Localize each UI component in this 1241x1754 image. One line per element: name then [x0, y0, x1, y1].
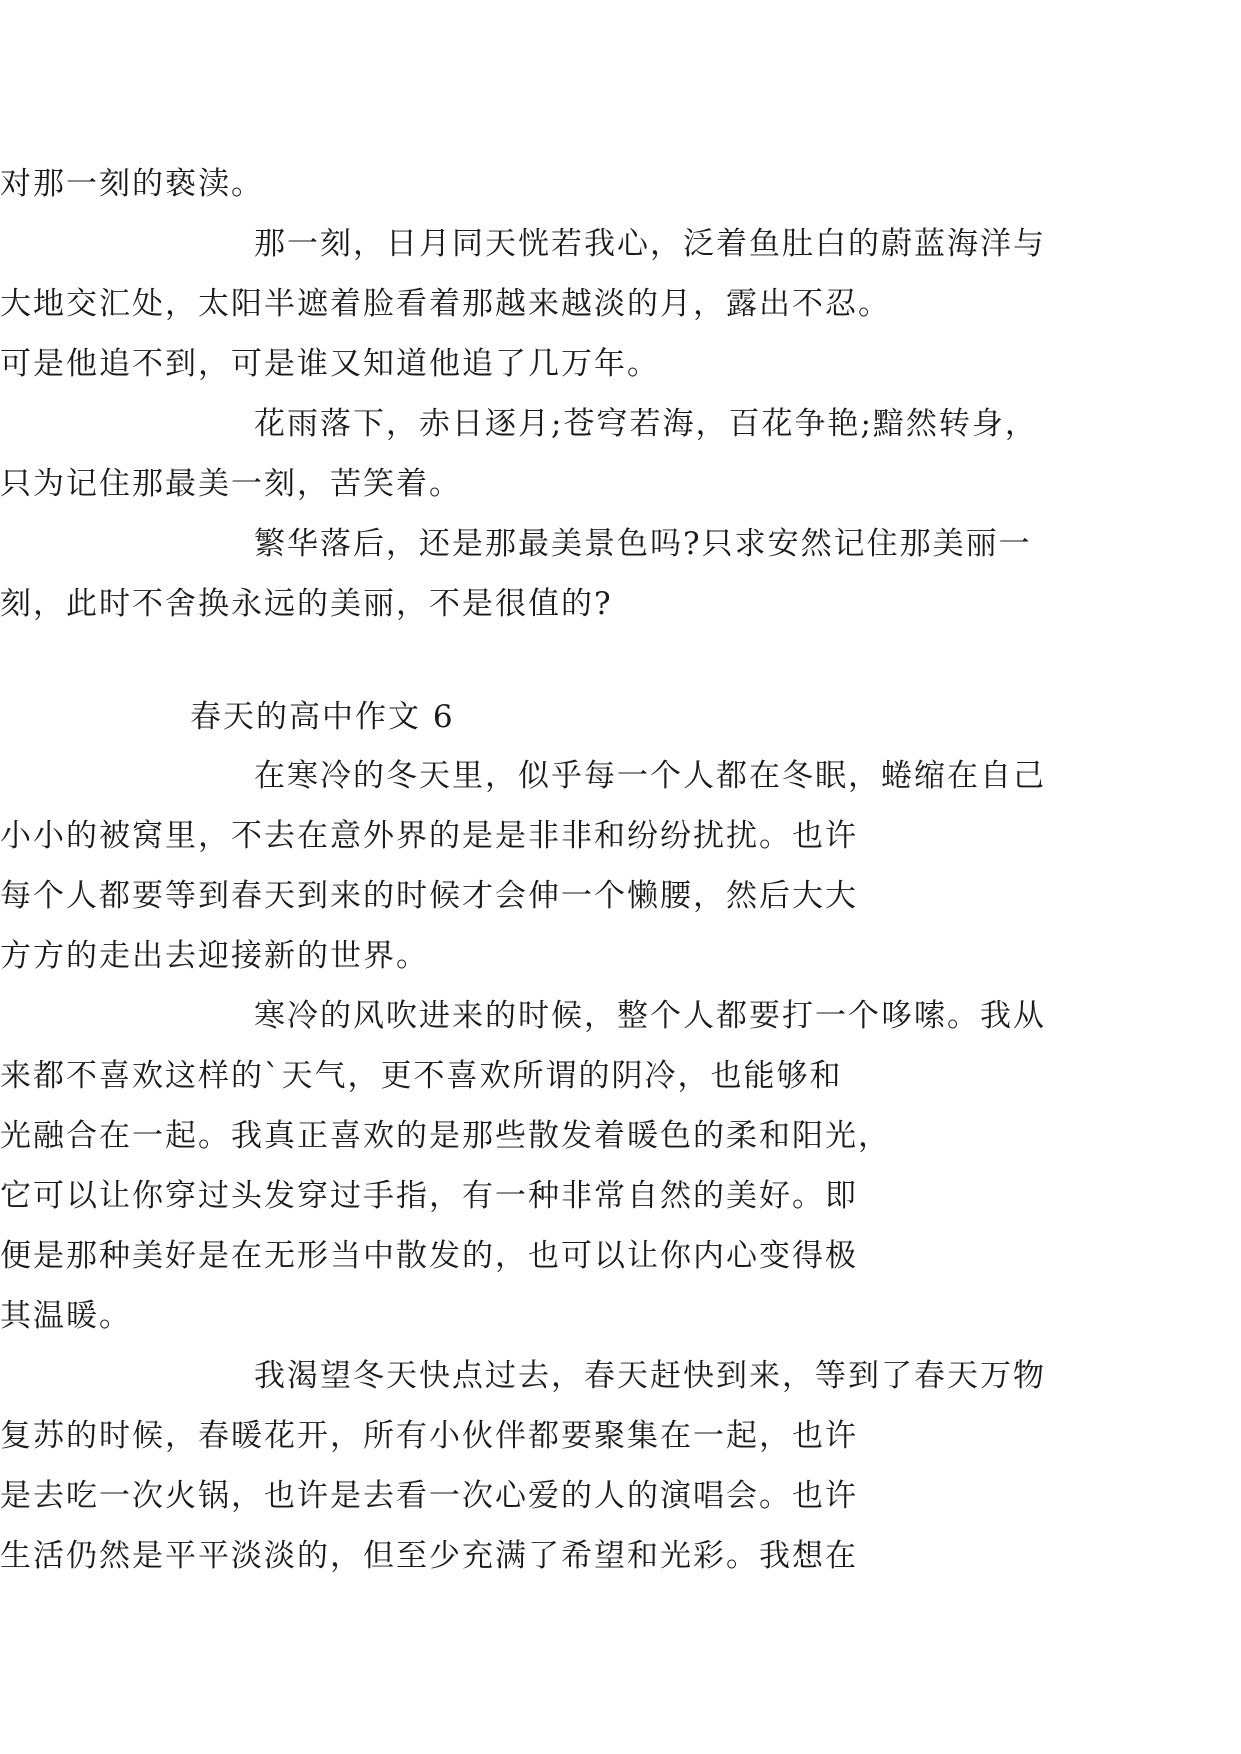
paragraph-line: 可是他追不到，可是谁又知道他追了几万年。	[0, 346, 660, 382]
paragraph-line: 只为记住那最美一刻，苦笑着。	[0, 466, 462, 502]
paragraph-line: 光融合在一起。我真正喜欢的是那些散发着暖色的柔和阳光，	[0, 1118, 891, 1154]
paragraph-line: 方方的走出去迎接新的世界。	[0, 938, 429, 974]
paragraph-line: 是去吃一次火锅，也许是去看一次心爱的人的演唱会。也许	[0, 1478, 858, 1514]
paragraph-line: 其温暖。	[0, 1298, 132, 1334]
paragraph-line: 每个人都要等到春天到来的时候才会伸一个懒腰，然后大大	[0, 878, 858, 914]
paragraph-line: 对那一刻的亵渎。	[0, 166, 264, 202]
paragraph-line: 花雨落下，赤日逐月;苍穹若海，百花争艳;黯然转身，	[254, 406, 1038, 442]
paragraph-line: 寒冷的风吹进来的时候，整个人都要打一个哆嗦。我从	[254, 998, 1046, 1034]
paragraph-line: 繁华落后，还是那最美景色吗?只求安然记住那美丽一	[254, 526, 1032, 562]
paragraph-line: 那一刻，日月同天恍若我心，泛着鱼肚白的蔚蓝海洋与	[254, 226, 1046, 262]
paragraph-line: 生活仍然是平平淡淡的，但至少充满了希望和光彩。我想在	[0, 1538, 858, 1574]
paragraph-line: 它可以让你穿过头发穿过手指，有一种非常自然的美好。即	[0, 1178, 858, 1214]
paragraph-line: 刻，此时不舍换永远的美丽，不是很值的?	[0, 586, 613, 622]
paragraph-line: 便是那种美好是在无形当中散发的，也可以让你内心变得极	[0, 1238, 858, 1274]
paragraph-line: 来都不喜欢这样的`天气，更不喜欢所谓的阴冷，也能够和	[0, 1058, 843, 1094]
paragraph-line: 大地交汇处，太阳半遮着脸看着那越来越淡的月，露出不忍。	[0, 286, 891, 322]
section-heading: 春天的高中作文 6	[190, 699, 455, 735]
paragraph-line: 在寒冷的冬天里，似乎每一个人都在冬眠，蜷缩在自己	[254, 758, 1046, 794]
paragraph-line: 我渴望冬天快点过去，春天赶快到来，等到了春天万物	[254, 1358, 1046, 1394]
paragraph-line: 小小的被窝里，不去在意外界的是是非非和纷纷扰扰。也许	[0, 818, 858, 854]
paragraph-line: 复苏的时候，春暖花开，所有小伙伴都要聚集在一起，也许	[0, 1418, 858, 1454]
